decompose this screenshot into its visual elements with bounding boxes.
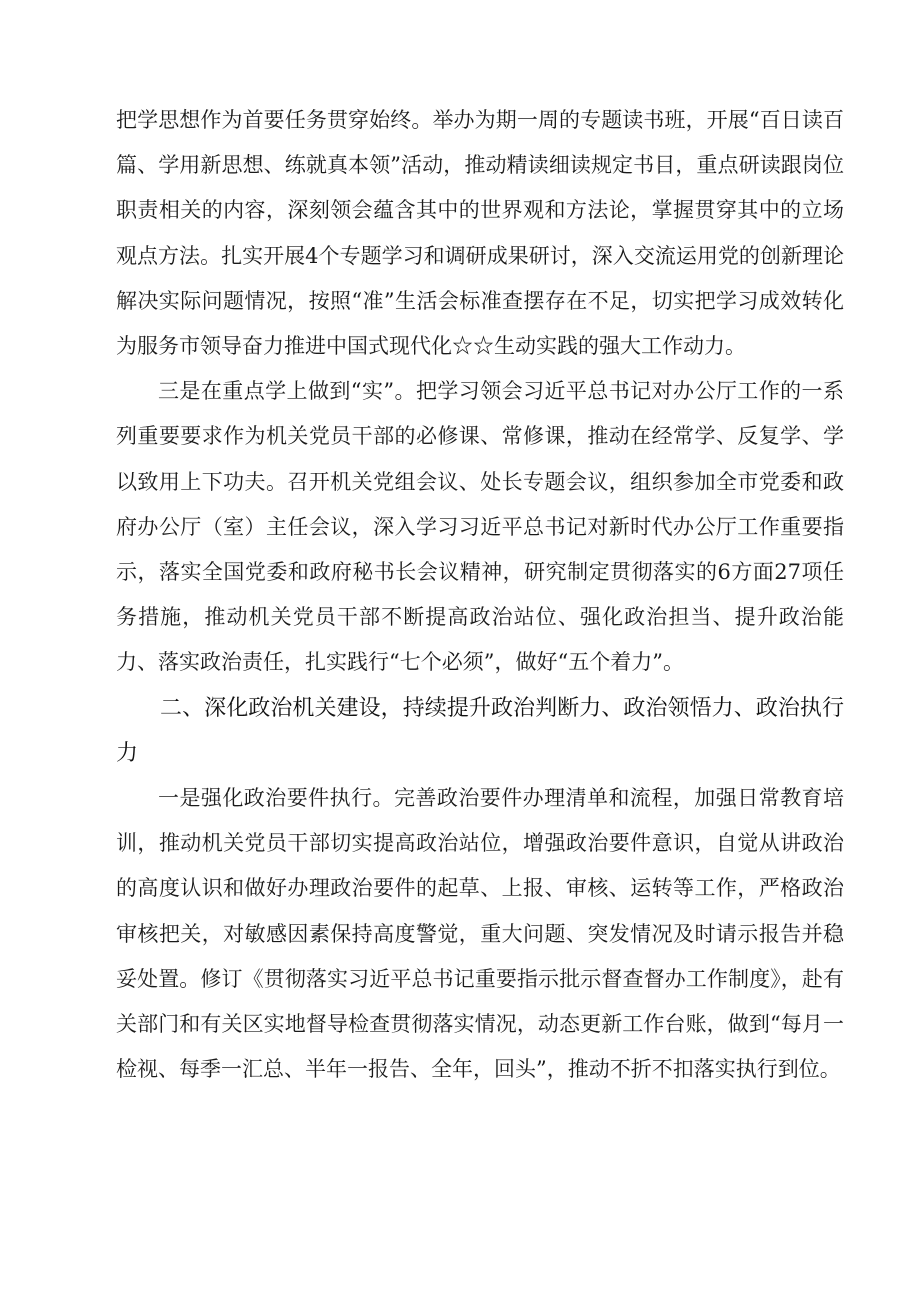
paragraph-political-execution: 一是强化政治要件执行。完善政治要件办理清单和流程，加强日常教育培训，推动机关党员干部切实提高政治站位，增强政治要件意识，自觉从讲政治的高度认识和做好办理政治要件的起草、上报、审核、运转等工作，严格政治审核把关，对敏感因素保持高度警觉，重大问题、突发情况及时请示报告并稳妥处置。修订《贯彻落实习近平总书记重要指示批示督查督办工作制度》，赴有关部门和有关区实地督导检查贯彻落实情况，动态更新工作台账，做到“每月一检视、每季一汇总、半年一报告、全年，回头”，推动不折不扣落实执行到位。	[116, 786, 844, 1082]
paragraph-study-thought: 把学思想作为首要任务贯穿始终。举办为期一周的专题读书班，开展“百日读百篇、学用新思想、练就真本领”活动，推动精读细读规定书目，重点研读跟岗位职责相关的内容，深刻领会蕴含其中的世界观和方法论，掌握贯穿其中的立场观点方法。扎实开展4个专题学习和调研成果研讨，深入交流运用党的创新理论解决实际问题情况，按照“准”生活会标准查摆存在不足，切实把学习成效转化为服务市领导奋力推进中国式现代化☆☆生动实践的强大工作动力。	[116, 108, 844, 359]
document-page	[116, 98, 844, 1092]
paragraph-key-study: 三是在重点学上做到“实”。把学习领会习近平总书记对办公厅工作的一系列重要要求作为机关党员干部的必修课、常修课，推动在经常学、反复学、学以致用上下功夫。召开机关党组会议、处长专题会议，组织参加全市党委和政府办公厅（室）主任会议，深入学习习近平总书记对新时代办公厅工作重要指示，落实全国党委和政府秘书长会议精神，研究制定贯彻落实的6方面27项任务措施，推动机关党员干部不断提高政治站位、强化政治担当、提升政治能力、落实政治责任，扎实践行“七个必须”，做好“五个着力”。	[116, 379, 844, 675]
section-heading-political-organ: 二、深化政治机关建设，持续提升政治判断力、政治领悟力、政治执行力	[116, 695, 844, 766]
